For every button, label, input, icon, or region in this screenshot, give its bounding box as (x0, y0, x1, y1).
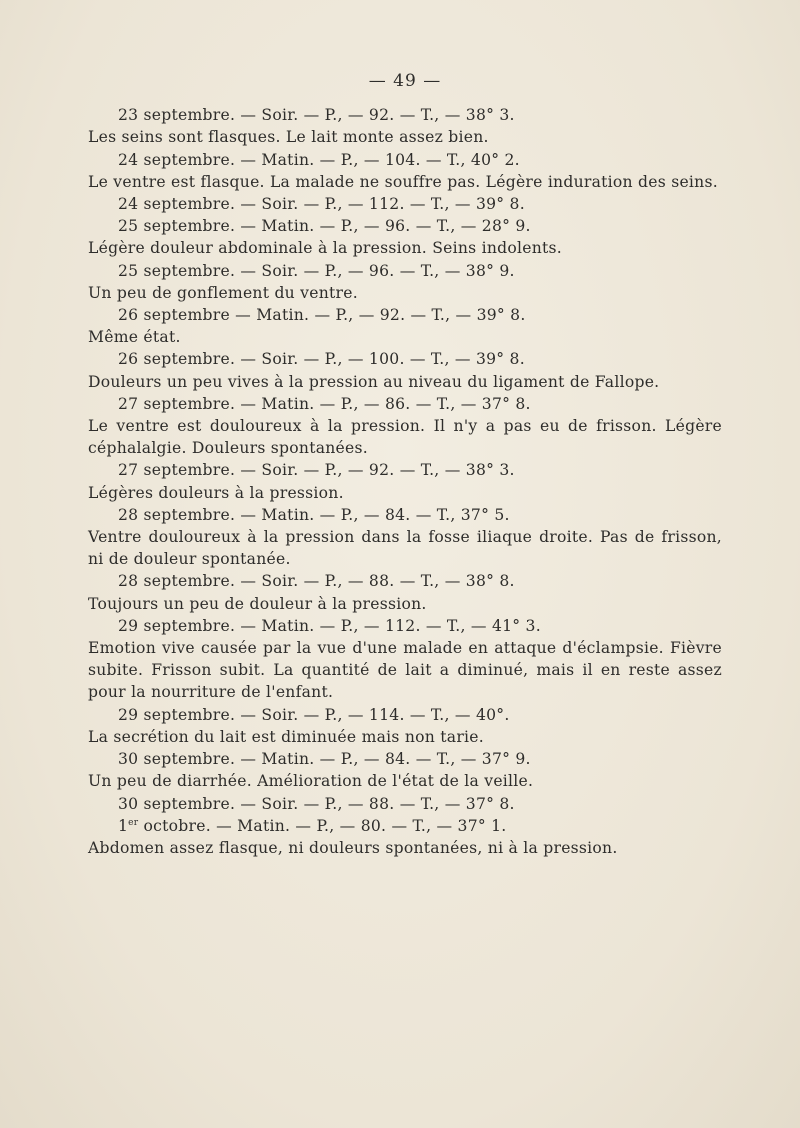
observation-note: La secrétion du lait est diminuée mais non tarie. (88, 727, 484, 746)
observation-entry: 30 septembre. — Soir. — P., — 88. — T., — 37° 8. (118, 794, 515, 813)
observation-entry (88, 815, 722, 837)
observation-note: Les seins sont flasques. Le lait monte assez bien. (88, 128, 489, 147)
observation-entry: 27 septembre. — Soir. — P., — 92. — T., — 38° 3. (118, 461, 515, 480)
observation-entry: 28 septembre. — Matin. — P., — 84. — T., 37° 5. (118, 505, 510, 524)
observation-entry: 29 septembre. — Soir. — P., — 114. — T., — 40°. (118, 705, 510, 724)
observation-note: Légères douleurs à la pression. (88, 483, 344, 502)
observation-note: Abdomen assez flasque, ni douleurs spontanées, ni à la pression. (88, 838, 618, 857)
observation-entry: 24 septembre. — Soir. — P., — 112. — T., — 39° 8. (118, 195, 525, 214)
observation-entry: 24 septembre. — Matin. — P., — 104. — T., 40° 2. (118, 150, 520, 169)
day-number: 1 (118, 816, 129, 835)
observation-entry: 28 septembre. — Soir. — P., — 88. — T., — 38° 8. (118, 572, 515, 591)
observation-note: Légère douleur abdominale à la pression. Seins indolents. (88, 239, 562, 258)
observation-note: Ventre douloureux à la pression dans la fosse iliaque droite. Pas de frisson, ni de douleur spontanée. (88, 528, 722, 569)
observation-note: Le ventre est flasque. La malade ne souffre pas. Légère induration des seins. (88, 172, 718, 191)
observation-entry: 26 septembre — Matin. — P., — 92. — T., — 39° 8. (118, 306, 526, 325)
observation-note: Douleurs un peu vives à la pression au niveau du ligament de Fallope. (88, 372, 660, 391)
observation-note: Même état. (88, 328, 181, 347)
observation-note: Un peu de gonflement du ventre. (88, 283, 358, 302)
page-number: — 49 — (368, 71, 442, 91)
observation-entry: 30 septembre. — Matin. — P., — 84. — T., — 37° 9. (118, 750, 531, 769)
observation-note: Le ventre est douloureux à la pression. Il n'y a pas eu de frisson. Légère céphalalgie. Douleurs spontanées. (88, 417, 722, 458)
entry-rest: octobre. — Matin. — P., — 80. — T., — 37° 1. (138, 816, 507, 835)
observation-note: Emotion vive causée par la vue d'une malade en attaque d'éclampsie. Fièvre subite. Frisson subit. La quantité de lait a diminué, mais il en reste assez pour la nourriture de l'enfant. (88, 639, 722, 702)
text-body (88, 70, 722, 859)
observation-note: Un peu de diarrhée. Amélioration de l'état de la veille. (88, 772, 534, 791)
ordinal-suffix: er (128, 817, 139, 828)
observation-entry: 27 septembre. — Matin. — P., — 86. — T., — 37° 8. (118, 394, 531, 413)
observation-entry: 23 septembre. — Soir. — P., — 92. — T., — 38° 3. (118, 106, 515, 125)
observation-entry: 25 septembre. — Soir. — P., — 96. — T., — 38° 9. (118, 261, 515, 280)
observation-note: Toujours un peu de douleur à la pression. (88, 594, 427, 613)
observation-entry: 29 septembre. — Matin. — P., — 112. — T., — 41° 3. (118, 616, 541, 635)
observation-entry: 26 septembre. — Soir. — P., — 100. — T., — 39° 8. (118, 350, 525, 369)
observation-entry: 25 septembre. — Matin. — P., — 96. — T., — 28° 9. (118, 217, 531, 236)
